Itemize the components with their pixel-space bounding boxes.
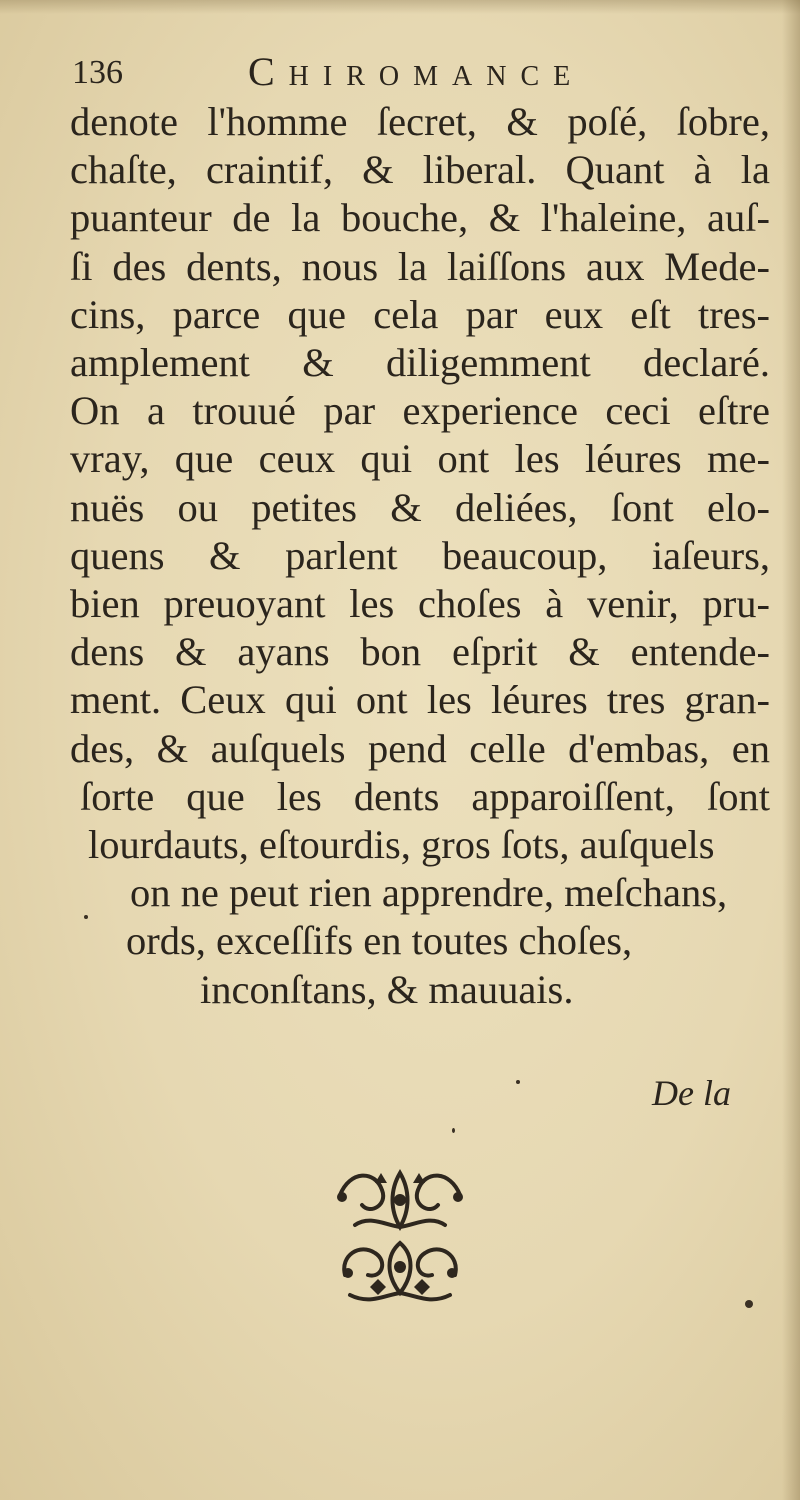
page-top-shadow <box>0 0 800 14</box>
text-line: des, & auſquels pend celle d'embas, en <box>70 725 770 771</box>
text-line: On a trouué par experience ceci eſtre <box>70 388 770 434</box>
body-text <box>70 98 770 1014</box>
text-line: cins, parce que cela par eux eſt tres- <box>70 291 770 337</box>
text-line: ſorte que les dents apparoiſſent, ſont <box>80 773 770 819</box>
text-line: vray, que ceux qui ont les léures me- <box>70 436 770 482</box>
page-number: 136 <box>72 54 123 91</box>
text-line: lourdauts, eſtourdis, gros ſots, auſquels <box>88 822 715 868</box>
paper-speck <box>84 915 88 919</box>
text-line: inconſtans, & mauuais. <box>200 966 574 1012</box>
text-line: ment. Ceux qui ont les léures tres gran- <box>70 677 770 723</box>
text-line: chaſte, craintif, & liberal. Quant à la <box>70 147 770 193</box>
text-line: denote l'homme ſecret, & poſé, ſobre, <box>70 99 770 144</box>
catchword: De la <box>652 1073 731 1113</box>
fleuron-ornament <box>320 1155 480 1315</box>
text-line: dens & ayans bon eſprit & entende- <box>70 629 770 675</box>
text-line: amplement & diligemment declaré. <box>70 340 770 386</box>
text-line: puanteur de la bouche, & l'haleine, auſ- <box>70 195 770 241</box>
page-edge-shadow <box>782 0 800 1500</box>
text-line: on ne peut rien apprendre, meſchans, <box>130 870 728 916</box>
text-line: ords, exceſſifs en toutes choſes, <box>126 918 633 964</box>
running-head <box>72 48 772 98</box>
text-line: quens & parlent beaucoup, iaſeurs, <box>70 532 770 578</box>
paper-speck <box>452 1128 455 1133</box>
paper-speck <box>745 1300 753 1308</box>
paper-speck <box>516 1080 520 1084</box>
text-line: ſi des dents, nous la laiſſons aux Mede- <box>70 243 770 289</box>
running-title: Chiromance <box>248 49 585 94</box>
text-line: bien preuoyant les choſes à venir, pru- <box>70 581 770 627</box>
text-line: nuës ou petites & deliées, ſont elo- <box>70 484 770 530</box>
